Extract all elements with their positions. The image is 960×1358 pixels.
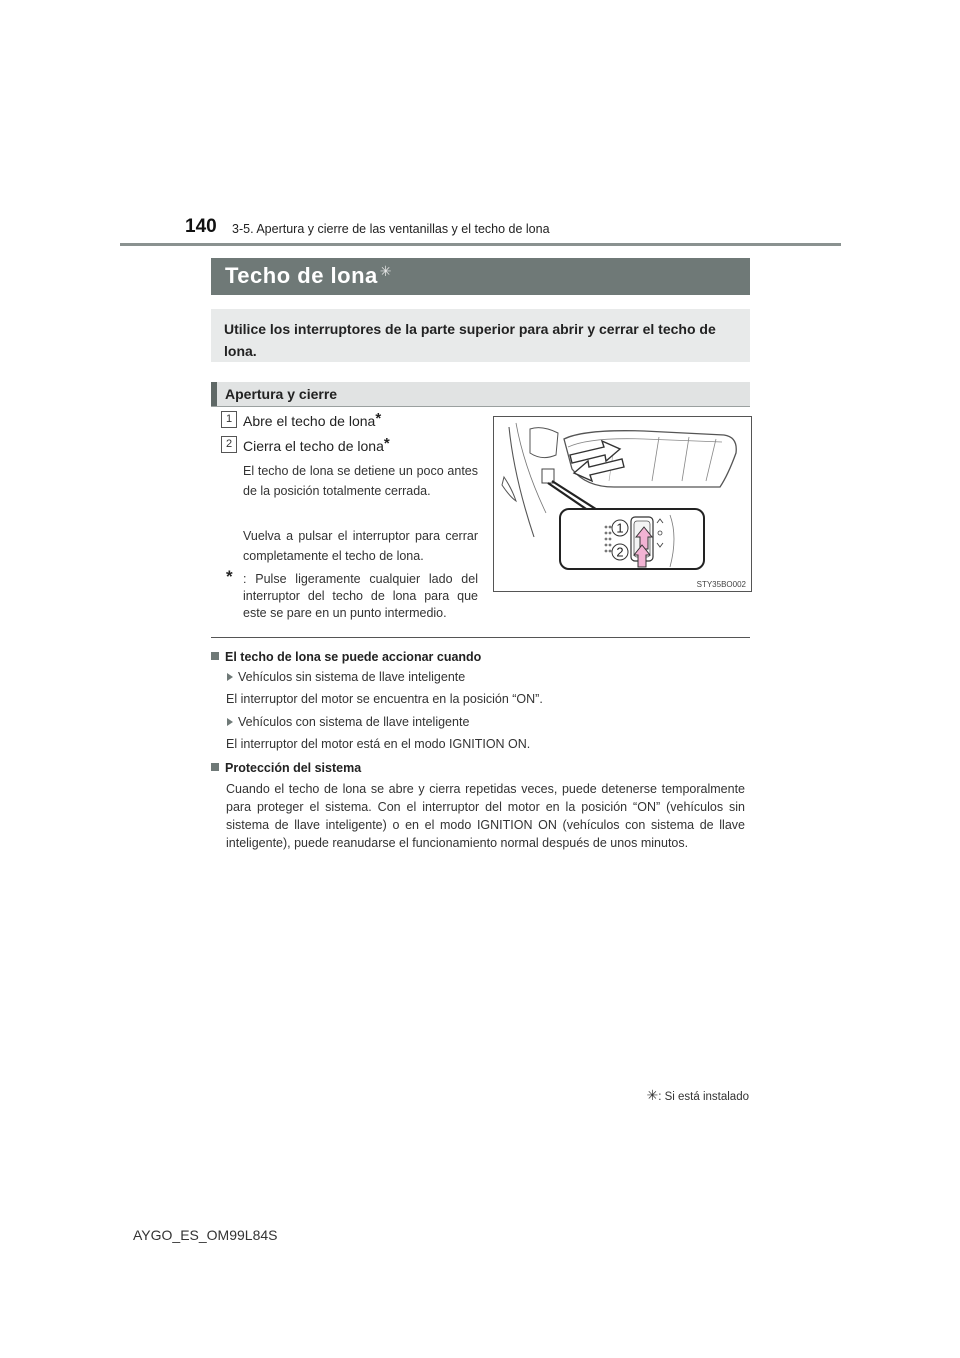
step-2 [243, 435, 390, 455]
note-item-smart-key [227, 715, 469, 729]
step-2-text: Cierra el techo de lona [243, 438, 384, 454]
note-heading-protection-text: Protección del sistema [225, 761, 362, 775]
note-heading-operation-text: El techo de lona se puede accionar cuando [225, 650, 482, 664]
installed-note [646, 1087, 749, 1104]
figure-code: STY35BO002 [696, 580, 746, 589]
optional-equipment-icon: ✳ [379, 263, 393, 279]
figure-label-1: 1 [616, 520, 624, 536]
paragraph-1: El techo de lona se detiene un poco antes de la posición totalmente cerrada. [243, 464, 478, 498]
subsection-bar [211, 382, 750, 407]
step-number-1: 1 [221, 411, 237, 428]
section-divider [211, 637, 750, 638]
note-heading-operation [211, 650, 481, 664]
step-1-text: Abre el techo de lona [243, 413, 376, 429]
triangle-bullet-icon [227, 673, 233, 681]
roof-switch-illustration [493, 416, 752, 592]
note-paragraph-protection: Cuando el techo de lona se abre y cierra repetidas veces, puede detenerse temporalmente para proteger el sistema. Con el interruptor del motor en la posición “ON” (vehículos sin sistema de llave inteligente) o en el modo IGNITION ON (vehículos con sistema de llave inteligente), puede reanudarse el funcionamiento normal después de unos minutos. [226, 782, 745, 850]
step-1-marker: * [375, 410, 382, 427]
intro-box [211, 309, 750, 362]
paragraph-2: Vuelva a pulsar el interruptor para cerrar completamente el techo de lona. [243, 529, 478, 563]
note-item-no-smart-key [227, 670, 465, 684]
installed-note-text: : Si está instalado [658, 1091, 749, 1103]
note-item-no-smart-key-text: Vehículos sin sistema de llave inteligente [238, 670, 466, 684]
subsection-accent [211, 382, 217, 406]
document-code: AYGO_ES_OM99L84S [133, 1227, 278, 1243]
note-heading-protection [211, 761, 361, 775]
figure-label-2: 2 [616, 544, 624, 560]
note-text-no-smart-key: El interruptor del motor se encuentra en la posición “ON”. [226, 692, 543, 706]
section-title [225, 263, 392, 289]
section-title-text: Techo de lona [225, 263, 378, 288]
square-bullet-icon [211, 763, 219, 771]
note-item-smart-key-text: Vehículos con sistema de llave inteligente [238, 715, 470, 729]
section-title-bar [211, 258, 750, 295]
subsection-title: Apertura y cierre [225, 386, 338, 402]
chapter-title: 3-5. Apertura y cierre de las ventanillas y el techo de lona [232, 222, 550, 236]
square-bullet-icon [211, 652, 219, 660]
footnote-text: : Pulse ligeramente cualquier lado del interruptor del techo de lona para que este se pare en un punto intermedio. [243, 572, 478, 620]
note-text-smart-key: El interruptor del motor está en el modo IGNITION ON. [226, 737, 531, 751]
intro-text: Utilice los interruptores de la parte superior para abrir y cerrar el techo de lona. [224, 321, 716, 359]
step-2-marker: * [383, 435, 390, 452]
page-number: 140 [185, 216, 217, 237]
step-1 [243, 410, 382, 430]
step-number-2: 2 [221, 436, 237, 453]
footnote-marker: * [226, 567, 233, 586]
header-divider [120, 243, 841, 246]
triangle-bullet-icon [227, 718, 233, 726]
optional-equipment-icon: ✳ [646, 1087, 659, 1103]
roof-switch-drawing [494, 417, 751, 591]
